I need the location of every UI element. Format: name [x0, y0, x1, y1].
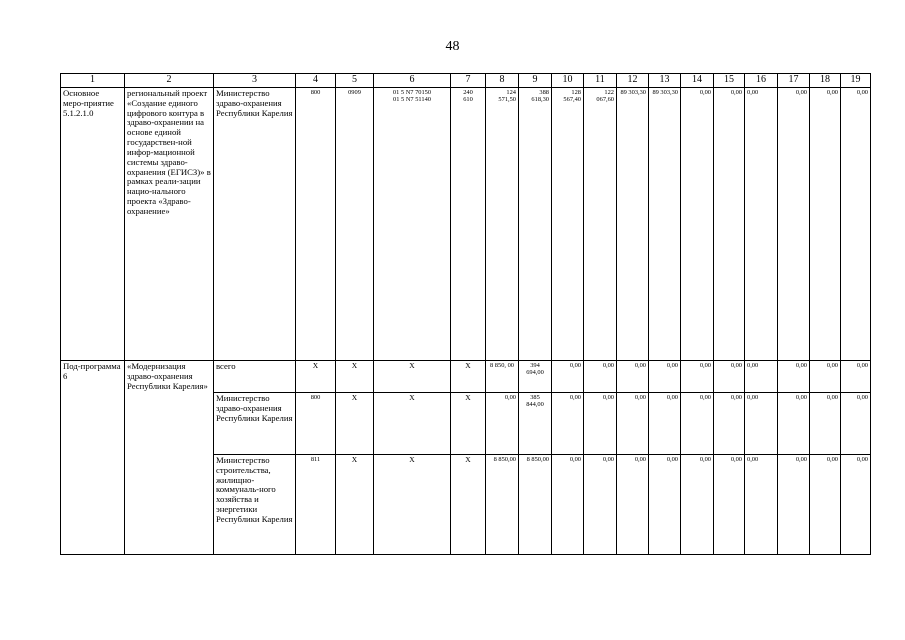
value-cell: 0,00 [810, 361, 841, 393]
executor-cell: всего [214, 361, 296, 393]
column-header: 15 [714, 74, 745, 88]
column-header: 17 [778, 74, 810, 88]
value-cell: 0,00 [649, 393, 681, 455]
value-cell: 0,00 [778, 393, 810, 455]
value-cell: 89 303,30 [649, 88, 681, 361]
page-number: 48 [445, 39, 460, 54]
column-header: 2 [125, 74, 214, 88]
vr-cell: X [451, 455, 486, 555]
value-cell: 0,00 [552, 455, 584, 555]
header-row [61, 74, 871, 88]
value-cell: 0,00 [810, 393, 841, 455]
column-header: 18 [810, 74, 841, 88]
value-cell: 124 571,50 [486, 88, 519, 361]
value-cell: 0,00 [841, 88, 871, 361]
vr-code: 610 [463, 96, 473, 104]
value-cell: 0,00 [584, 393, 617, 455]
table-row [61, 361, 871, 393]
value-cell: 0,00 [810, 88, 841, 361]
column-header: 4 [296, 74, 336, 88]
value-cell: 0,00 [841, 361, 871, 393]
value-cell: 0,00 [584, 455, 617, 555]
value-cell: 0,00 [810, 455, 841, 555]
column-header: 8 [486, 74, 519, 88]
value-cell: 89 303,30 [617, 88, 649, 361]
value-cell: 8 850,00 [486, 455, 519, 555]
grbs-cell: 811 [296, 455, 336, 555]
value-cell: 394 694,00 [519, 361, 552, 393]
column-header: 14 [681, 74, 714, 88]
value-cell: 0,00 [745, 361, 778, 393]
rzpr-cell: X [336, 393, 374, 455]
value-cell: 0,00 [778, 455, 810, 555]
vr-cell: X [451, 393, 486, 455]
csr-cell: X [374, 361, 451, 393]
value-cell: 0,00 [841, 455, 871, 555]
vr-cell: X [451, 361, 486, 393]
value-cell: 122 067,60 [584, 88, 617, 361]
column-header: 7 [451, 74, 486, 88]
executor-cell: Министерство строительства, жилищно-коммуналь-ного хозяйства и энергетики Республики Карелия [214, 455, 296, 555]
value-cell: 0,00 [745, 455, 778, 555]
value-cell: 0,00 [486, 393, 519, 455]
value-cell: 0,00 [778, 361, 810, 393]
value-cell: 0,00 [745, 88, 778, 361]
value-cell: 0,00 [778, 88, 810, 361]
row-code-cell: Основное меро-приятие 5.1.2.1.0 [61, 88, 125, 361]
value-cell: 8 850, 00 [486, 361, 519, 393]
value-cell: 0,00 [552, 393, 584, 455]
value-cell: 388 618,30 [519, 88, 552, 361]
csr-cell [374, 88, 451, 361]
value-cell: 385 844,00 [519, 393, 552, 455]
column-header: 9 [519, 74, 552, 88]
column-header: 12 [617, 74, 649, 88]
grbs-cell: 800 [296, 393, 336, 455]
column-header: 6 [374, 74, 451, 88]
value-cell: 0,00 [681, 393, 714, 455]
row-title-cell: региональный проект «Создание единого цифрового контура в здраво-охранении на основе единой государствен-ной инфор-мационной системы здраво-охранения (ЕГИСЗ)» в рамках реали-зации нацио-нального проекта «Здраво-охранение» [125, 88, 214, 361]
value-cell: 0,00 [714, 455, 745, 555]
column-header: 11 [584, 74, 617, 88]
value-cell: 0,00 [714, 88, 745, 361]
value-cell: 0,00 [584, 361, 617, 393]
row-title-cell: «Модернизация здраво-охранения Республики Карелия» [125, 361, 214, 555]
rzpr-cell: 0909 [336, 88, 374, 361]
value-cell: 0,00 [552, 361, 584, 393]
grbs-cell: 800 [296, 88, 336, 361]
table-row [61, 88, 871, 361]
value-cell: 0,00 [617, 393, 649, 455]
value-cell: 0,00 [714, 361, 745, 393]
value-cell: 0,00 [681, 455, 714, 555]
value-cell: 0,00 [617, 361, 649, 393]
budget-table [60, 73, 871, 555]
value-cell: 128 567,40 [552, 88, 584, 361]
value-cell: 0,00 [681, 88, 714, 361]
value-cell: 0,00 [681, 361, 714, 393]
csr-cell: X [374, 393, 451, 455]
vr-cell [451, 88, 486, 361]
executor-cell: Министерство здраво-охранения Республики Карелия [214, 393, 296, 455]
row-code-cell: Под-программа 6 [61, 361, 125, 555]
csr-code: 01 5 N7 70150 [392, 89, 432, 96]
column-header: 16 [745, 74, 778, 88]
grbs-cell: X [296, 361, 336, 393]
column-header: 1 [61, 74, 125, 88]
rzpr-cell: X [336, 361, 374, 393]
vr-code: 240 [463, 89, 473, 96]
value-cell: 0,00 [745, 393, 778, 455]
value-cell: 8 850,00 [519, 455, 552, 555]
csr-cell: X [374, 455, 451, 555]
executor-cell: Министерство здраво-охранения Республики Карелия [214, 88, 296, 361]
column-header: 10 [552, 74, 584, 88]
column-header: 5 [336, 74, 374, 88]
column-header: 13 [649, 74, 681, 88]
value-cell: 0,00 [649, 361, 681, 393]
value-cell: 0,00 [649, 455, 681, 555]
csr-code: 01 5 N7 51140 [393, 96, 431, 104]
value-cell: 0,00 [714, 393, 745, 455]
rzpr-cell: X [336, 455, 374, 555]
value-cell: 0,00 [617, 455, 649, 555]
column-header: 3 [214, 74, 296, 88]
column-header: 19 [841, 74, 871, 88]
value-cell: 0,00 [841, 393, 871, 455]
